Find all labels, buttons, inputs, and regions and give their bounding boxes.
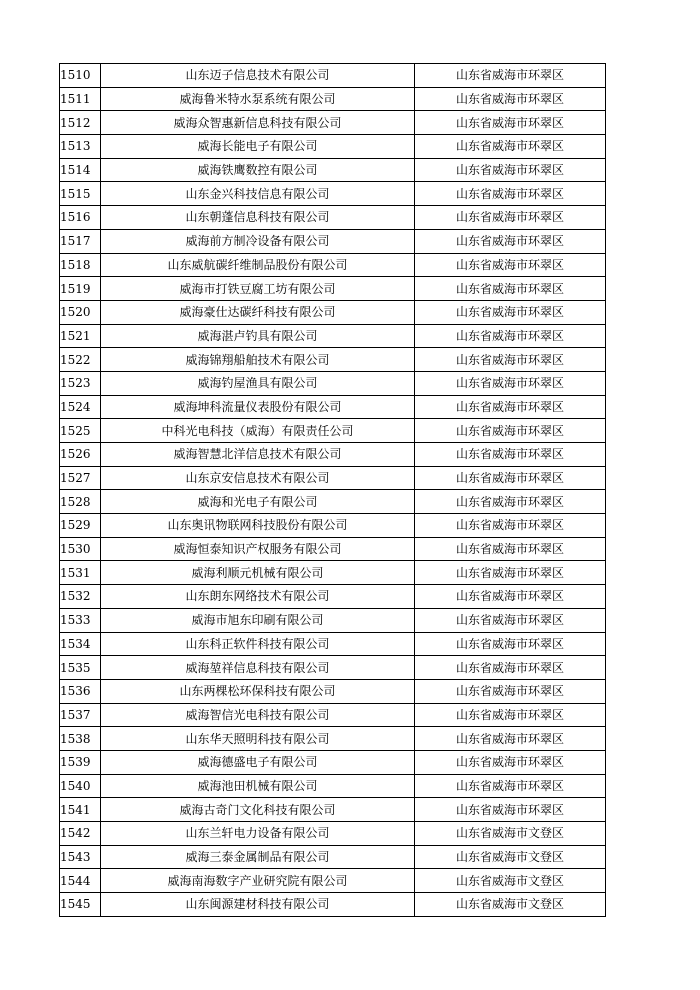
- table-row: [60, 87, 606, 111]
- region-cell: 山东省威海市环翠区: [415, 514, 606, 538]
- row-number-cell: 1523: [60, 371, 101, 395]
- region-cell: 山东省威海市环翠区: [415, 585, 606, 609]
- table-row: [60, 300, 606, 324]
- region-cell: 山东省威海市环翠区: [415, 561, 606, 585]
- row-number-cell: 1536: [60, 679, 101, 703]
- company-name-cell: 威海锦翔船舶技术有限公司: [101, 348, 415, 372]
- region-cell: 山东省威海市环翠区: [415, 111, 606, 135]
- company-name-cell: 威海智慧北洋信息技术有限公司: [101, 443, 415, 467]
- row-number-cell: 1511: [60, 87, 101, 111]
- row-number-cell: 1532: [60, 585, 101, 609]
- table-row: [60, 585, 606, 609]
- row-number-cell: 1542: [60, 822, 101, 846]
- company-name-cell: 威海古奇门文化科技有限公司: [101, 798, 415, 822]
- company-name-cell: 威海智信光电科技有限公司: [101, 703, 415, 727]
- row-number-cell: 1525: [60, 419, 101, 443]
- region-cell: 山东省威海市环翠区: [415, 774, 606, 798]
- region-cell: 山东省威海市环翠区: [415, 727, 606, 751]
- row-number-cell: 1545: [60, 893, 101, 917]
- table-row: [60, 798, 606, 822]
- region-cell: 山东省威海市环翠区: [415, 490, 606, 514]
- table-row: [60, 253, 606, 277]
- table-row: [60, 514, 606, 538]
- region-cell: 山东省威海市环翠区: [415, 703, 606, 727]
- row-number-cell: 1534: [60, 632, 101, 656]
- table-row: [60, 703, 606, 727]
- company-list-table: [59, 63, 606, 917]
- company-name-cell: 威海前方制冷设备有限公司: [101, 229, 415, 253]
- row-number-cell: 1537: [60, 703, 101, 727]
- company-name-cell: 山东华天照明科技有限公司: [101, 727, 415, 751]
- row-number-cell: 1528: [60, 490, 101, 514]
- region-cell: 山东省威海市环翠区: [415, 135, 606, 159]
- company-name-cell: 威海南海数字产业研究院有限公司: [101, 869, 415, 893]
- row-number-cell: 1515: [60, 182, 101, 206]
- company-name-cell: 山东威航碳纤维制品股份有限公司: [101, 253, 415, 277]
- region-cell: 山东省威海市环翠区: [415, 253, 606, 277]
- table-row: [60, 893, 606, 917]
- row-number-cell: 1513: [60, 135, 101, 159]
- table-row: [60, 324, 606, 348]
- row-number-cell: 1531: [60, 561, 101, 585]
- company-name-cell: 山东朗东网络技术有限公司: [101, 585, 415, 609]
- row-number-cell: 1519: [60, 277, 101, 301]
- table-row: [60, 679, 606, 703]
- company-name-cell: 威海池田机械有限公司: [101, 774, 415, 798]
- table-row: [60, 182, 606, 206]
- row-number-cell: 1538: [60, 727, 101, 751]
- company-name-cell: 威海豪仕达碳纤科技有限公司: [101, 300, 415, 324]
- table-row: [60, 656, 606, 680]
- region-cell: 山东省威海市环翠区: [415, 632, 606, 656]
- company-name-cell: 威海钓屋渔具有限公司: [101, 371, 415, 395]
- company-name-cell: 威海市旭东印刷有限公司: [101, 608, 415, 632]
- region-cell: 山东省威海市环翠区: [415, 348, 606, 372]
- row-number-cell: 1517: [60, 229, 101, 253]
- company-name-cell: 威海众智惠新信息科技有限公司: [101, 111, 415, 135]
- region-cell: 山东省威海市环翠区: [415, 206, 606, 230]
- region-cell: 山东省威海市环翠区: [415, 443, 606, 467]
- table-row: [60, 537, 606, 561]
- table-row: [60, 277, 606, 301]
- table-row: [60, 64, 606, 88]
- company-name-cell: 威海铁鹰数控有限公司: [101, 158, 415, 182]
- table-row: [60, 371, 606, 395]
- company-name-cell: 威海德盛电子有限公司: [101, 750, 415, 774]
- table-row: [60, 158, 606, 182]
- region-cell: 山东省威海市环翠区: [415, 182, 606, 206]
- row-number-cell: 1544: [60, 869, 101, 893]
- company-name-cell: 山东朝蓬信息科技有限公司: [101, 206, 415, 230]
- row-number-cell: 1518: [60, 253, 101, 277]
- row-number-cell: 1526: [60, 443, 101, 467]
- company-name-cell: 威海鲁米特水泵系统有限公司: [101, 87, 415, 111]
- row-number-cell: 1540: [60, 774, 101, 798]
- row-number-cell: 1535: [60, 656, 101, 680]
- row-number-cell: 1510: [60, 64, 101, 88]
- row-number-cell: 1520: [60, 300, 101, 324]
- company-name-cell: 山东闽源建材科技有限公司: [101, 893, 415, 917]
- row-number-cell: 1530: [60, 537, 101, 561]
- region-cell: 山东省威海市环翠区: [415, 750, 606, 774]
- company-name-cell: 威海湛卢钓具有限公司: [101, 324, 415, 348]
- table-body: [60, 64, 606, 917]
- region-cell: 山东省威海市环翠区: [415, 158, 606, 182]
- company-name-cell: 山东迈子信息技术有限公司: [101, 64, 415, 88]
- region-cell: 山东省威海市环翠区: [415, 277, 606, 301]
- region-cell: 山东省威海市环翠区: [415, 466, 606, 490]
- table-row: [60, 774, 606, 798]
- row-number-cell: 1543: [60, 845, 101, 869]
- row-number-cell: 1539: [60, 750, 101, 774]
- table-row: [60, 111, 606, 135]
- table-row: [60, 229, 606, 253]
- table-row: [60, 608, 606, 632]
- company-name-cell: 威海市打铁豆腐工坊有限公司: [101, 277, 415, 301]
- company-name-cell: 山东京安信息技术有限公司: [101, 466, 415, 490]
- company-name-cell: 威海利顺元机械有限公司: [101, 561, 415, 585]
- row-number-cell: 1541: [60, 798, 101, 822]
- table-row: [60, 632, 606, 656]
- company-name-cell: 山东金兴科技信息有限公司: [101, 182, 415, 206]
- table-row: [60, 466, 606, 490]
- table-row: [60, 348, 606, 372]
- company-name-cell: 威海和光电子有限公司: [101, 490, 415, 514]
- company-name-cell: 威海堃祥信息科技有限公司: [101, 656, 415, 680]
- region-cell: 山东省威海市环翠区: [415, 679, 606, 703]
- table-row: [60, 750, 606, 774]
- company-name-cell: 威海恒泰知识产权服务有限公司: [101, 537, 415, 561]
- row-number-cell: 1514: [60, 158, 101, 182]
- company-name-cell: 威海坤科流量仪表股份有限公司: [101, 395, 415, 419]
- region-cell: 山东省威海市文登区: [415, 822, 606, 846]
- region-cell: 山东省威海市环翠区: [415, 324, 606, 348]
- row-number-cell: 1527: [60, 466, 101, 490]
- row-number-cell: 1512: [60, 111, 101, 135]
- region-cell: 山东省威海市环翠区: [415, 608, 606, 632]
- table-row: [60, 822, 606, 846]
- row-number-cell: 1516: [60, 206, 101, 230]
- table-row: [60, 727, 606, 751]
- region-cell: 山东省威海市环翠区: [415, 419, 606, 443]
- region-cell: 山东省威海市环翠区: [415, 64, 606, 88]
- region-cell: 山东省威海市环翠区: [415, 395, 606, 419]
- table-row: [60, 869, 606, 893]
- region-cell: 山东省威海市环翠区: [415, 656, 606, 680]
- row-number-cell: 1521: [60, 324, 101, 348]
- table-row: [60, 845, 606, 869]
- region-cell: 山东省威海市环翠区: [415, 371, 606, 395]
- table-row: [60, 419, 606, 443]
- table-row: [60, 490, 606, 514]
- company-name-cell: 山东奥讯物联网科技股份有限公司: [101, 514, 415, 538]
- row-number-cell: 1524: [60, 395, 101, 419]
- region-cell: 山东省威海市环翠区: [415, 798, 606, 822]
- row-number-cell: 1522: [60, 348, 101, 372]
- region-cell: 山东省威海市环翠区: [415, 87, 606, 111]
- region-cell: 山东省威海市环翠区: [415, 300, 606, 324]
- region-cell: 山东省威海市文登区: [415, 845, 606, 869]
- table-row: [60, 443, 606, 467]
- region-cell: 山东省威海市环翠区: [415, 537, 606, 561]
- region-cell: 山东省威海市环翠区: [415, 229, 606, 253]
- company-name-cell: 威海长能电子有限公司: [101, 135, 415, 159]
- table-row: [60, 561, 606, 585]
- company-name-cell: 山东两棵松环保科技有限公司: [101, 679, 415, 703]
- table-row: [60, 395, 606, 419]
- table-row: [60, 135, 606, 159]
- company-name-cell: 威海三泰金属制品有限公司: [101, 845, 415, 869]
- company-name-cell: 山东兰轩电力设备有限公司: [101, 822, 415, 846]
- company-name-cell: 中科光电科技（威海）有限责任公司: [101, 419, 415, 443]
- region-cell: 山东省威海市文登区: [415, 893, 606, 917]
- row-number-cell: 1533: [60, 608, 101, 632]
- region-cell: 山东省威海市文登区: [415, 869, 606, 893]
- company-name-cell: 山东科正软件科技有限公司: [101, 632, 415, 656]
- row-number-cell: 1529: [60, 514, 101, 538]
- table-row: [60, 206, 606, 230]
